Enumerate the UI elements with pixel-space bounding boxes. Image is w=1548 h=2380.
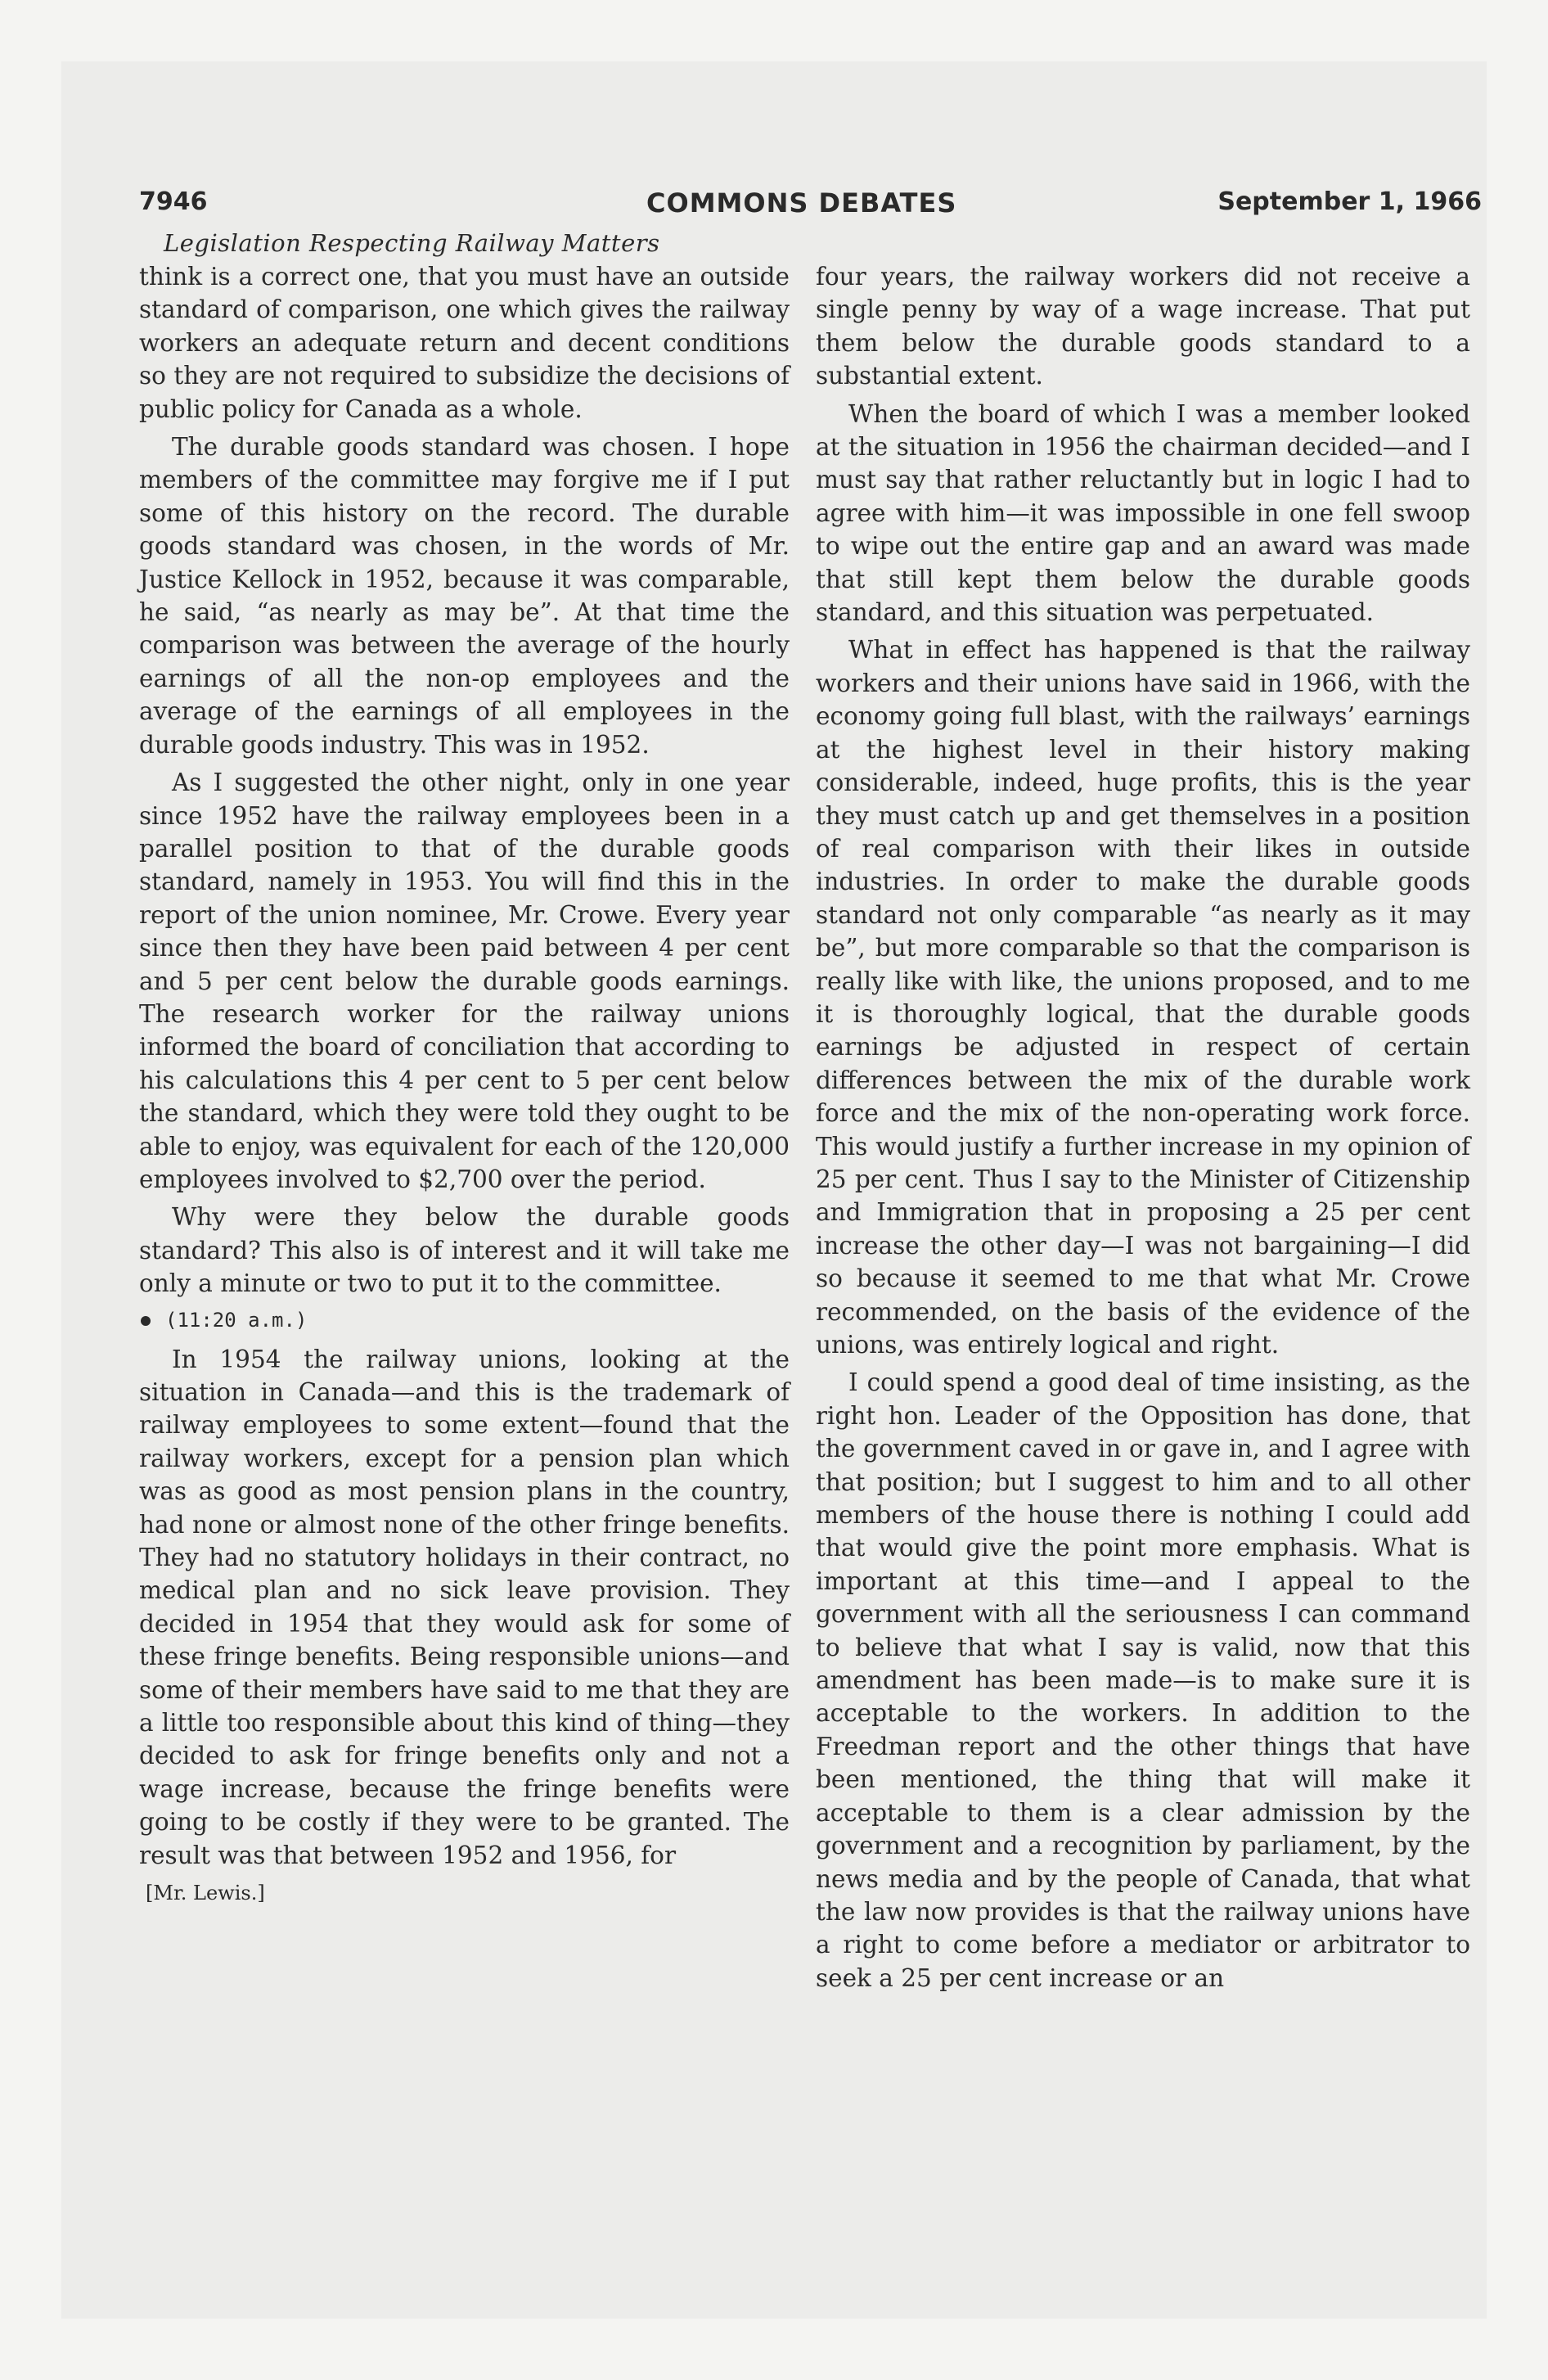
publication-title: COMMONS DEBATES [646, 187, 957, 219]
right-column [816, 260, 1470, 1995]
left-column [139, 260, 790, 1904]
time-stamp [141, 1309, 790, 1332]
paragraph: The durable goods standard was chosen. I hope members of the committee may forgive me if I put some of this history on the record. The durable goods standard was chosen, in the words of Mr. Justice Kellock in 1952, because it was comparable, he said, “as nearly as may be”. At that time the comparison was between the average of the hourly earnings of all the non-op employees and the average of the earnings of all employees in the durable goods industry. This was in 1952. [139, 433, 790, 759]
page-header [139, 187, 1482, 220]
publication-date: September 1, 1966 [1217, 187, 1482, 216]
section-subheading: Legislation Respecting Railway Matters [164, 229, 660, 257]
speaker-attribution: [Mr. Lewis.] [146, 1882, 265, 1905]
paragraph: In 1954 the railway unions, looking at the situation in Canada—and this is the trademark of railway employees to some extent—found that the railway workers, except for a pension plan which was as good as most pension plans in the country, had none or almost none of the other fringe benefits. They had no statutory holidays in their contract, no medical plan and no sick leave provision. They decided in 1954 that they would ask for some of these fringe benefits. Being responsible unions—and some of their members have said to me that they are a little too responsible about this kind of thing—they decided to ask for fringe benefits only and not a wage increase, because the fringe benefits were going to be costly if they were to be granted. The result was that between 1952 and 1956, for [139, 1345, 790, 1869]
paragraph: When the board of which I was a member looked at the situation in 1956 the chairman decided—and I must say that rather reluctantly but in logic I had to agree with him—it was impossible in one fell swoop to wipe out the entire gap and an award was made that still kept them below the durable goods standard, and this situation was perpetuated. [816, 399, 1470, 627]
paragraph: think is a correct one, that you must have an outside standard of comparison, one which gives the railway workers an adequate return and decent conditions so they are not required to subsidize the decisions of public policy for Canada as a whole. [139, 263, 790, 423]
page-number: 7946 [139, 187, 208, 216]
paragraph: four years, the railway workers did not receive a single penny by way of a wage increase. That put them below the durable goods standard to a substantial extent. [816, 263, 1470, 390]
paragraph: What in effect has happened is that the railway workers and their unions have said in 1966, with the economy going full blast, with the railways’ earnings at the highest level in their history making considerable, indeed, huge profits, this is the year they must catch up and get themselves in a position of real comparison with their likes in outside industries. In order to make the durable goods standard not only comparable “as nearly as it may be”, but more comparable so that the comparison is really like with like, the unions proposed, and to me it is thoroughly logical, that the durable goods earnings be adjusted in respect of certain differences between the mix of the durable work force and the mix of the non-operating work force. This would justify a further increase in my opinion of 25 per cent. Thus I say to the Minister of Citizenship and Immigration that in proposing a 25 per cent increase the other day—I was not bargaining—I did so because it seemed to me that what Mr. Crowe recommended, on the basis of the evidence of the unions, was entirely logical and right. [816, 636, 1470, 1359]
time-stamp-text: (11:20 a.m.) [165, 1308, 308, 1332]
paragraph: As I suggested the other night, only in one year since 1952 have the railway employees been in a parallel position to that of the durable goods standard, namely in 1953. You will find this in the report of the union nominee, Mr. Crowe. Every year since then they have been paid between 4 per cent and 5 per cent below the durable goods earnings. The research worker for the railway unions informed the board of conciliation that according to his calculations this 4 per cent to 5 per cent below the standard, which they were told they ought to be able to enjoy, was equivalent for each of the 120,000 employees involved to $2,700 over the period. [139, 769, 790, 1193]
bullet-icon [141, 1316, 151, 1326]
paragraph: Why were they below the durable goods standard? This also is of interest and it will take me only a minute or two to put it to the committee. [139, 1203, 790, 1298]
paragraph: I could spend a good deal of time insisting, as the right hon. Leader of the Opposition has done, that the government caved in or gave in, and I agree with that position; but I suggest to him and to all other members of the house there is nothing I could add that would give the point more emphasis. What is important at this time—and I appeal to the government with all the seriousness I can command to believe that what I say is valid, now that this amendment has been made—is to make sure it is acceptable to the workers. In addition to the Freedman report and the other things that have been mentioned, the thing that will make it acceptable to them is a clear admission by the government and a recognition by parliament, by the news media and by the people of Canada, that what the law now provides is that the railway unions have a right to come before a mediator or arbitrator to seek a 25 per cent increase or an [816, 1368, 1470, 1992]
